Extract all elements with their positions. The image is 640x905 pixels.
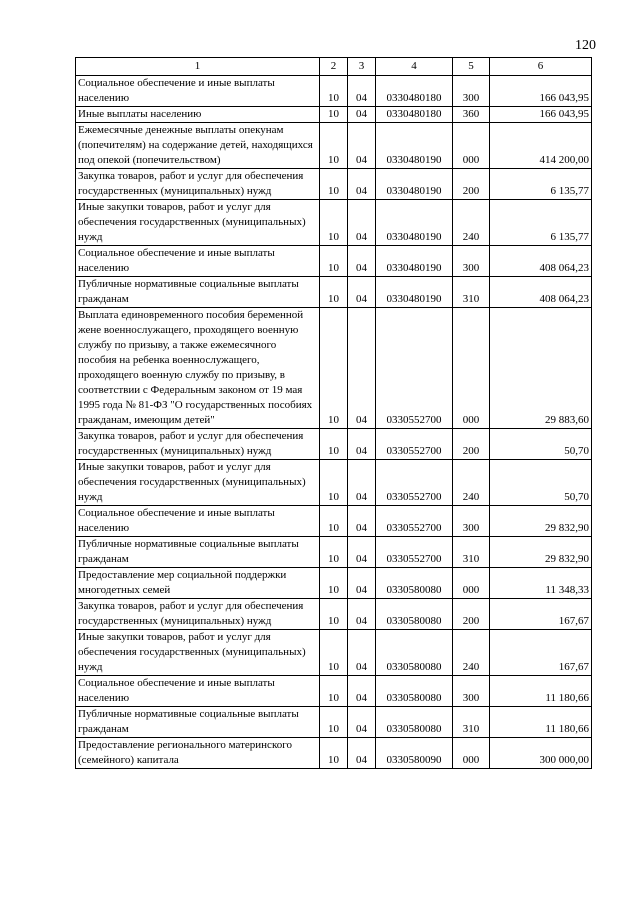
table-row bbox=[76, 107, 592, 123]
row-description: Предоставление регионального материнского (семейного) капитала bbox=[76, 738, 320, 769]
expense-type-code: 000 bbox=[453, 568, 490, 599]
target-article-code: 0330552700 bbox=[376, 429, 453, 460]
amount: 29 832,90 bbox=[490, 537, 592, 568]
subsection-code: 04 bbox=[348, 537, 376, 568]
subsection-code: 04 bbox=[348, 429, 376, 460]
row-description: Иные закупки товаров, работ и услуг для обеспечения государственных (муниципальных) нужд bbox=[76, 200, 320, 246]
section-code: 10 bbox=[320, 599, 348, 630]
subsection-code: 04 bbox=[348, 460, 376, 506]
expense-type-code: 200 bbox=[453, 169, 490, 200]
section-code: 10 bbox=[320, 630, 348, 676]
target-article-code: 0330580080 bbox=[376, 707, 453, 738]
target-article-code: 0330580080 bbox=[376, 630, 453, 676]
section-code: 10 bbox=[320, 676, 348, 707]
amount: 11 180,66 bbox=[490, 707, 592, 738]
page-number: 120 bbox=[575, 38, 596, 53]
target-article-code: 0330580080 bbox=[376, 676, 453, 707]
table-row bbox=[76, 599, 592, 630]
target-article-code: 0330580080 bbox=[376, 568, 453, 599]
expense-type-code: 000 bbox=[453, 738, 490, 769]
column-header: 5 bbox=[453, 58, 490, 76]
section-code: 10 bbox=[320, 169, 348, 200]
subsection-code: 04 bbox=[348, 630, 376, 676]
subsection-code: 04 bbox=[348, 506, 376, 537]
budget-table bbox=[75, 57, 592, 769]
amount: 300 000,00 bbox=[490, 738, 592, 769]
amount: 408 064,23 bbox=[490, 246, 592, 277]
table-row bbox=[76, 537, 592, 568]
target-article-code: 0330480190 bbox=[376, 123, 453, 169]
row-description: Социальное обеспечение и иные выплаты населению bbox=[76, 246, 320, 277]
section-code: 10 bbox=[320, 123, 348, 169]
row-description: Иные закупки товаров, работ и услуг для обеспечения государственных (муниципальных) нужд bbox=[76, 630, 320, 676]
section-code: 10 bbox=[320, 460, 348, 506]
column-header: 4 bbox=[376, 58, 453, 76]
expense-type-code: 300 bbox=[453, 246, 490, 277]
target-article-code: 0330480180 bbox=[376, 107, 453, 123]
amount: 167,67 bbox=[490, 630, 592, 676]
row-description: Предоставление мер социальной поддержки многодетных семей bbox=[76, 568, 320, 599]
table-row bbox=[76, 676, 592, 707]
subsection-code: 04 bbox=[348, 169, 376, 200]
amount: 50,70 bbox=[490, 429, 592, 460]
expense-type-code: 240 bbox=[453, 460, 490, 506]
row-description: Выплата единовременного пособия беременной жене военнослужащего, проходящего военную службу по призыву, а также ежемесячного пособия на ребенка военнослужащего, проходящего военную службу по призыву, в соответствии с Федеральным законом от 19 мая 1995 года № 81-ФЗ "О государственных пособиях гражданам, имеющим детей" bbox=[76, 308, 320, 429]
amount: 29 883,60 bbox=[490, 308, 592, 429]
subsection-code: 04 bbox=[348, 200, 376, 246]
amount: 166 043,95 bbox=[490, 76, 592, 107]
table-row bbox=[76, 277, 592, 308]
table-row bbox=[76, 630, 592, 676]
table-row bbox=[76, 246, 592, 277]
section-code: 10 bbox=[320, 568, 348, 599]
table-row bbox=[76, 123, 592, 169]
section-code: 10 bbox=[320, 76, 348, 107]
row-description: Социальное обеспечение и иные выплаты населению bbox=[76, 506, 320, 537]
target-article-code: 0330580090 bbox=[376, 738, 453, 769]
amount: 167,67 bbox=[490, 599, 592, 630]
target-article-code: 0330480190 bbox=[376, 277, 453, 308]
section-code: 10 bbox=[320, 107, 348, 123]
section-code: 10 bbox=[320, 707, 348, 738]
table-row bbox=[76, 568, 592, 599]
amount: 50,70 bbox=[490, 460, 592, 506]
expense-type-code: 200 bbox=[453, 599, 490, 630]
table-row bbox=[76, 308, 592, 429]
subsection-code: 04 bbox=[348, 107, 376, 123]
amount: 6 135,77 bbox=[490, 200, 592, 246]
expense-type-code: 000 bbox=[453, 123, 490, 169]
target-article-code: 0330552700 bbox=[376, 308, 453, 429]
table-row bbox=[76, 200, 592, 246]
expense-type-code: 310 bbox=[453, 537, 490, 568]
row-description: Иные выплаты населению bbox=[76, 107, 320, 123]
table-body bbox=[76, 76, 592, 769]
column-header: 6 bbox=[490, 58, 592, 76]
expense-type-code: 000 bbox=[453, 308, 490, 429]
subsection-code: 04 bbox=[348, 738, 376, 769]
section-code: 10 bbox=[320, 738, 348, 769]
row-description: Закупка товаров, работ и услуг для обеспечения государственных (муниципальных) нужд bbox=[76, 599, 320, 630]
subsection-code: 04 bbox=[348, 246, 376, 277]
section-code: 10 bbox=[320, 200, 348, 246]
expense-type-code: 200 bbox=[453, 429, 490, 460]
table-row bbox=[76, 460, 592, 506]
row-description: Социальное обеспечение и иные выплаты населению bbox=[76, 76, 320, 107]
section-code: 10 bbox=[320, 308, 348, 429]
expense-type-code: 240 bbox=[453, 200, 490, 246]
table-row bbox=[76, 738, 592, 769]
target-article-code: 0330552700 bbox=[376, 460, 453, 506]
amount: 11 180,66 bbox=[490, 676, 592, 707]
subsection-code: 04 bbox=[348, 568, 376, 599]
expense-type-code: 300 bbox=[453, 676, 490, 707]
table-row bbox=[76, 429, 592, 460]
target-article-code: 0330552700 bbox=[376, 506, 453, 537]
row-description: Публичные нормативные социальные выплаты гражданам bbox=[76, 537, 320, 568]
expense-type-code: 310 bbox=[453, 707, 490, 738]
subsection-code: 04 bbox=[348, 123, 376, 169]
table-row bbox=[76, 76, 592, 107]
amount: 29 832,90 bbox=[490, 506, 592, 537]
section-code: 10 bbox=[320, 277, 348, 308]
amount: 408 064,23 bbox=[490, 277, 592, 308]
section-code: 10 bbox=[320, 429, 348, 460]
table-row bbox=[76, 506, 592, 537]
row-description: Ежемесячные денежные выплаты опекунам (попечителям) на содержание детей, находящихся под опекой (попечительством) bbox=[76, 123, 320, 169]
amount: 414 200,00 bbox=[490, 123, 592, 169]
row-description: Закупка товаров, работ и услуг для обеспечения государственных (муниципальных) нужд bbox=[76, 429, 320, 460]
section-code: 10 bbox=[320, 537, 348, 568]
row-description: Закупка товаров, работ и услуг для обеспечения государственных (муниципальных) нужд bbox=[76, 169, 320, 200]
subsection-code: 04 bbox=[348, 308, 376, 429]
expense-type-code: 240 bbox=[453, 630, 490, 676]
subsection-code: 04 bbox=[348, 707, 376, 738]
table-row bbox=[76, 169, 592, 200]
section-code: 10 bbox=[320, 506, 348, 537]
row-description: Публичные нормативные социальные выплаты гражданам bbox=[76, 277, 320, 308]
row-description: Публичные нормативные социальные выплаты гражданам bbox=[76, 707, 320, 738]
target-article-code: 0330480190 bbox=[376, 200, 453, 246]
table-header-row bbox=[76, 58, 592, 76]
expense-type-code: 300 bbox=[453, 76, 490, 107]
amount: 6 135,77 bbox=[490, 169, 592, 200]
subsection-code: 04 bbox=[348, 599, 376, 630]
target-article-code: 0330552700 bbox=[376, 537, 453, 568]
row-description: Иные закупки товаров, работ и услуг для обеспечения государственных (муниципальных) нужд bbox=[76, 460, 320, 506]
target-article-code: 0330480180 bbox=[376, 76, 453, 107]
subsection-code: 04 bbox=[348, 76, 376, 107]
expense-type-code: 310 bbox=[453, 277, 490, 308]
expense-type-code: 360 bbox=[453, 107, 490, 123]
table-row bbox=[76, 707, 592, 738]
row-description: Социальное обеспечение и иные выплаты населению bbox=[76, 676, 320, 707]
column-header: 3 bbox=[348, 58, 376, 76]
section-code: 10 bbox=[320, 246, 348, 277]
amount: 166 043,95 bbox=[490, 107, 592, 123]
target-article-code: 0330580080 bbox=[376, 599, 453, 630]
target-article-code: 0330480190 bbox=[376, 169, 453, 200]
amount: 11 348,33 bbox=[490, 568, 592, 599]
expense-type-code: 300 bbox=[453, 506, 490, 537]
column-header: 2 bbox=[320, 58, 348, 76]
subsection-code: 04 bbox=[348, 676, 376, 707]
subsection-code: 04 bbox=[348, 277, 376, 308]
target-article-code: 0330480190 bbox=[376, 246, 453, 277]
column-header: 1 bbox=[76, 58, 320, 76]
